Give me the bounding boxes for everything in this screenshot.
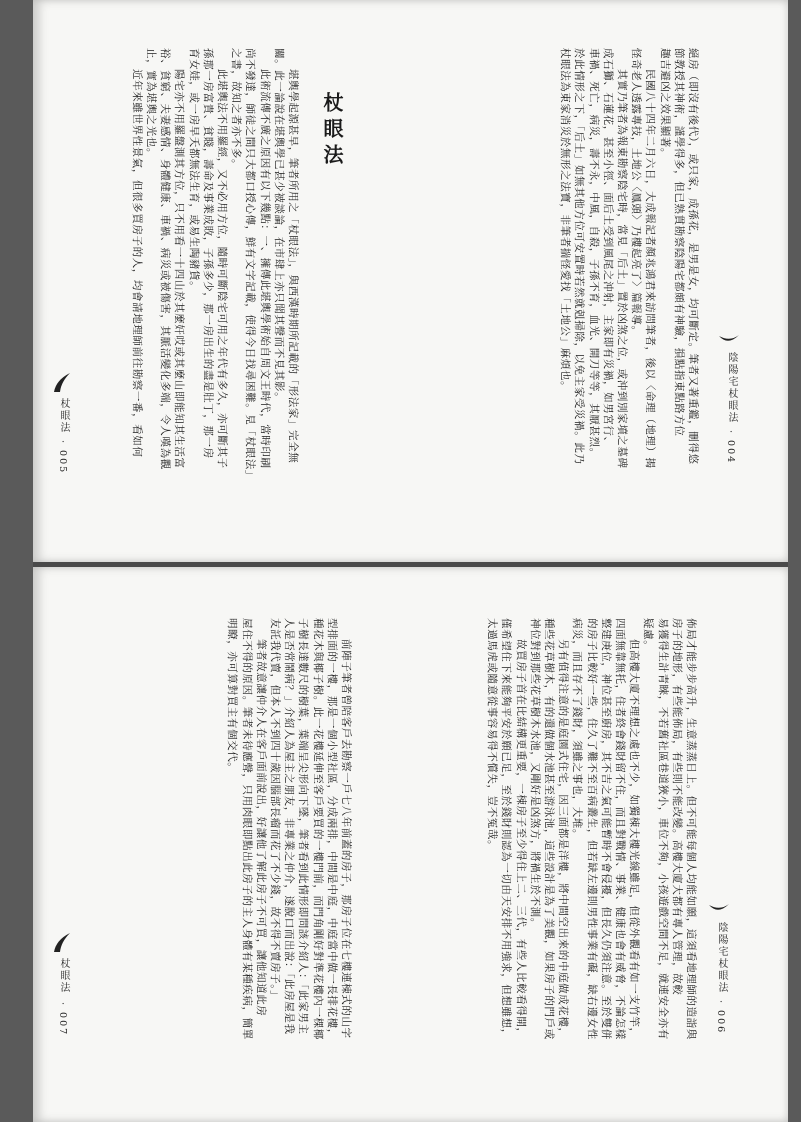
chapter-title: 杖眼法 <box>320 92 344 170</box>
text-line: 成石獅、石蓮花，甚至小徑、面后土受到風尾之沖射，主家即有災禍，如男宮行、 <box>601 48 614 448</box>
text-line: 其實乃筆者為報東勘察陰宅時，當見「后土」置於凶煞之位，或沖到別家墳之墓碑 <box>615 69 628 469</box>
bird-ornament-icon <box>52 372 72 394</box>
text-line: 型排面的一樓，那是一個小型社區，分成兩排，中間是中庭，中庭當中做一長排花樓， <box>325 618 338 1040</box>
text-line: 關。此一論說在堪輿學已甚少被談論，在市肆上亦只聞其聲而不見其影。 <box>272 48 285 404</box>
text-line: 前陣子筆者曾陪客戶去勘察一戶七八年前蓋的房子，那房子位在七樓連棟式的山字 <box>340 639 352 1039</box>
text-line: 杖眼法為東家消災於無形之法寶，非筆者揣怪愛找「土地公」麻煩也。 <box>559 48 572 393</box>
running-header-chapter: 杖眼法 <box>58 398 69 434</box>
text-line: 種花木與椰子樹。此一花樓延伸至客戶要買的一樓門前，而門角剛好對準花樓內一棵椰 <box>311 618 324 1040</box>
bird-ornament-icon <box>718 334 740 348</box>
page-006-body <box>485 618 698 1040</box>
text-line: 故買房子首在比結構更重要，一棟房子至少得住上二、三代，有些人比較看得開， <box>514 639 527 1039</box>
text-line: 易獲得生計青睞，不若舊社區巷道狹小，車位不夠，小孩遊戲空間不足，就連安全亦有 <box>656 618 669 1040</box>
text-line: 疑慮。 <box>642 618 655 652</box>
text-line: 筆者故意讓仲介人在客戶面前說出，好讓他了解此房子不可買，讓他知道此房 <box>254 639 267 1017</box>
text-line: 明瞭，亦可算對買主有個交代。 <box>226 618 239 774</box>
page-005-body <box>130 48 300 481</box>
text-line: 尚不發達，師徒之間只大都口授心傳，鮮有文字記載，使得今日找尋困難。見「杖眼法」 <box>244 48 257 481</box>
text-line: 病災，而且存不了錢財，須雖之事也，大堆。 <box>571 618 584 840</box>
text-line: 於此情形之下，「后土」如無其他方位可安置時若然就剋掃除，以免主家受災禍。此乃 <box>573 48 586 465</box>
text-line: 節教授其神術，謹學得多，但已熟貫勘察陰陽宅都頗有神驗，損點指東點路方位 <box>672 48 685 437</box>
text-line: 此術流傳不廣之原因有以下幾點：一、擁傳此堪輿學術始自周文王時代，當時印刷 <box>258 69 271 469</box>
text-line: 止，實為堪輿之光也。 <box>144 48 157 159</box>
text-line: 裕、貧窮、夫妻感情、身體健康、車禍、病災或被傷害，其脈活變化多端，令人嘆為觀 <box>159 48 172 470</box>
running-header-book-title: 陰陽宅杖眼法 <box>726 352 737 424</box>
text-line: 僅希望住下來能夠平安於願已足，至於錢財則認為一切由天安排不用強求，但想雖想， <box>500 618 513 1040</box>
text-line: 此堪輿法不用羅經，又不必用方位，隨時可斷陰宅可用之年代有多久，亦可斷其子 <box>215 69 228 469</box>
text-line: 屋住不得的原因。筆者未待應聲，只用肉眼即點出此房子的主人身體有某種疾病，簡單 <box>240 618 253 1040</box>
text-line: 四面無靠無托，住者終會錢財留不住，而且對戰情、事業、健康也會有威脅，不論怎樣 <box>613 618 626 1040</box>
text-line: 趣吉避凶之效果顯著。 <box>658 48 671 159</box>
text-line: 人是否常鬧病？」介紹人為屋主之朋友，非專業之仲介，遂脫口而出說：「此房屋是我 <box>283 618 296 1035</box>
running-header-chapter: 杖眼法 <box>58 958 69 994</box>
text-line: 的房子比較好一些，住久了難不至百病叢生，但若缺左邊則男性事業有礙，缺右邊女性 <box>585 618 598 1040</box>
text-line: 之書，故知之者亦不多。 <box>230 48 243 171</box>
folio-006: · 006 <box>715 1000 726 1035</box>
text-line: 神位對到那些花草樹木水池，又剛好是凶煞方，將禍生於不測。 <box>528 618 541 929</box>
text-line: 怪奇老人透露專技，土地公〈鳳頭〉乃樓起亮了〉篇報導。 <box>630 48 643 337</box>
text-line: 民國八十四年二月六日，大成報記者顏兆鴻君來訪問筆者，後以〈命理（地理）揭 <box>644 69 657 469</box>
bird-ornament-icon <box>52 932 72 954</box>
folio-007: · 007 <box>57 1002 68 1037</box>
text-line: 孫那一房富貴、貧賤，壽命及事業成敗，子孫多少，那一房出生的盡是肚丁，那一房 <box>201 48 214 459</box>
page-007-body <box>225 618 353 1040</box>
text-line: 陽宅亦不用羅盤測其方位，只不用看一十四山於其麼奸哎或其麼山即能知其生活富 <box>173 69 186 469</box>
text-line: 育女娃，或一房早夭都無法生育，或易生陶豬貨。 <box>187 48 200 293</box>
text-line: 子樹長達數尺的樹葉，葉端呈尖形向下墜，筆者看到此情形即問該介紹人：「此家男主 <box>297 618 310 1035</box>
folio-004: · 004 <box>725 430 736 465</box>
text-line: 車禍、死亡，病災，壽不永，中風，自殺，子孫不育，血光、開刀等等，其厭甚烈。 <box>587 48 600 459</box>
page-004-body <box>558 48 700 469</box>
text-line: 但高樓大廈不理想之處也不少，如獨棟大樓光線雖足，但從外觀看有如一支竹竿， <box>628 639 641 1039</box>
running-header-book-title: 陰陽宅杖眼法 <box>716 922 727 994</box>
text-line: 佈局才能步步高升，生意蒸蒸日上。但不可能每個人均能如願，這須看地理師的造詣與 <box>685 618 697 1040</box>
text-line: 近年來雖世界性景氣，但很多買房子的人，均會請地理師前往勘察一番，看如何 <box>130 69 143 458</box>
text-line: 整建庚位，神位甚至廚房，其不吉之氣可能暫時不會侵擾，但長久仍須注意。至於雙併 <box>599 618 612 1040</box>
bird-ornament-icon <box>708 903 730 917</box>
text-line: 絕房（即沒有後代），或只家，成孫花，是男是女，均可斷定。筆者又著重鑑，刪得悠 <box>687 48 699 465</box>
folio-005: · 005 <box>57 440 68 475</box>
text-line: 友託我代賣，但本人不到四十歲因腦部長瘤而花了不少錢，故不得不賣房子。」 <box>268 618 281 1002</box>
text-line: 另有值得注意的是庭園式住宅，因三面都是洋樓，將中間空出來的中庭做成花樓， <box>557 639 570 1039</box>
text-line: 房子的地形，有些能佈局，有些則不能改變。高樓大廈大都有專人管理，故較 <box>670 618 683 996</box>
text-line: 堪輿學起源甚早，筆者所用之「杖眼法」，與西漢時期所記載的「形法家」完全無 <box>287 69 299 464</box>
text-line: 種些花草樹木，有的還做個水池甚至游泳池，這些設計是為了美觀，如果房子的門戶或 <box>542 618 555 1040</box>
text-line: 太過馬虎或隨意從事容易得不償失，豈不冤哉。 <box>486 618 499 852</box>
